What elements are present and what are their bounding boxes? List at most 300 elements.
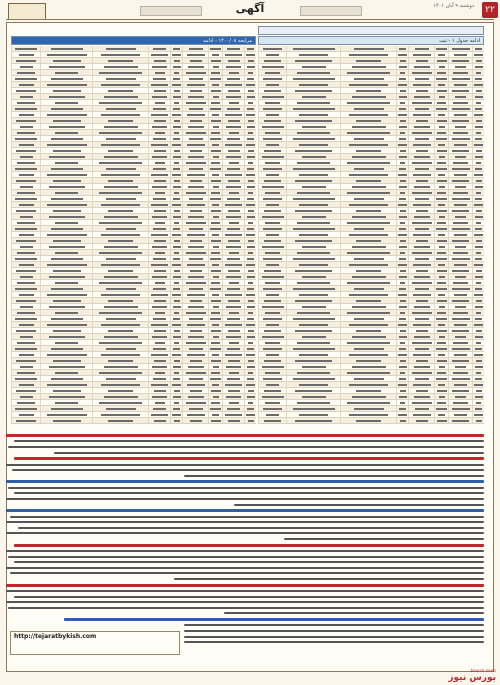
table-cell [148, 364, 170, 369]
table-cell [11, 58, 40, 63]
cell-text-mark [49, 126, 85, 128]
cell-text-mark [264, 330, 281, 332]
cell-text-mark [172, 324, 181, 326]
cell-text-mark [476, 120, 482, 122]
table-cell [434, 400, 448, 405]
cell-text-mark [297, 282, 330, 284]
cell-text-mark [229, 342, 239, 344]
cell-text-mark [436, 348, 447, 350]
table-cell [182, 88, 208, 93]
cell-text-mark [51, 198, 83, 200]
note-line [12, 469, 484, 471]
table-cell [396, 238, 408, 243]
cell-text-mark [295, 300, 332, 302]
table-cell [244, 208, 256, 213]
cell-text-mark [452, 378, 470, 380]
table-cell [222, 418, 244, 423]
table-cell [396, 256, 408, 261]
cell-text-mark [453, 342, 468, 344]
table-cell [92, 64, 148, 69]
cell-text-mark [104, 186, 138, 188]
cell-text-mark [227, 198, 240, 200]
cell-text-mark [400, 252, 405, 254]
cell-text-mark [101, 114, 140, 116]
cell-text-mark [211, 402, 220, 404]
table-cell [11, 286, 40, 291]
cell-text-mark [55, 162, 78, 164]
table-cell [170, 322, 182, 327]
table-cell [396, 46, 408, 51]
cell-text-mark [349, 204, 388, 206]
cell-text-mark [349, 174, 388, 176]
table-cell [222, 76, 244, 81]
cell-text-mark [173, 318, 180, 320]
table-cell [182, 232, 208, 237]
table-cell [40, 82, 92, 87]
cell-text-mark [399, 96, 407, 98]
cell-text-mark [20, 306, 33, 308]
table-cell [286, 142, 340, 147]
cell-text-mark [228, 300, 240, 302]
table-cell [40, 268, 92, 273]
table-cell [11, 280, 40, 285]
table-cell [182, 364, 208, 369]
table-cell [170, 202, 182, 207]
table-cell [244, 52, 256, 57]
table-cell [340, 232, 396, 237]
table-cell [208, 244, 222, 249]
table-cell [170, 208, 182, 213]
cell-text-mark [299, 384, 328, 386]
table-cell [408, 106, 434, 111]
table-cell [11, 268, 40, 273]
cell-text-mark [229, 102, 239, 104]
cell-text-mark [302, 276, 326, 278]
table-cell [258, 382, 286, 387]
cell-text-mark [415, 138, 429, 140]
cell-text-mark [354, 408, 384, 410]
cell-text-mark [226, 66, 241, 68]
cell-text-mark [299, 264, 328, 266]
cell-text-mark [297, 402, 330, 404]
table-cell [170, 376, 182, 381]
cell-text-mark [293, 348, 335, 350]
cell-text-mark [452, 420, 469, 422]
table-cell [208, 292, 222, 297]
table-cell [472, 58, 484, 63]
table-cell [170, 364, 182, 369]
cell-text-mark [453, 162, 468, 164]
table-cell [448, 406, 472, 411]
table-cell [148, 118, 170, 123]
cell-text-mark [354, 318, 384, 320]
table-cell [286, 280, 340, 285]
table-cell [208, 406, 222, 411]
table-cell [258, 238, 286, 243]
table-cell [40, 178, 92, 183]
table-cell [408, 346, 434, 351]
cell-text-mark [213, 336, 219, 338]
table-cell [182, 334, 208, 339]
table-cell [40, 232, 92, 237]
cell-text-mark [225, 54, 242, 56]
table-cell [92, 412, 148, 417]
table-cell [148, 394, 170, 399]
table-cell [258, 412, 286, 417]
cell-text-mark [265, 252, 280, 254]
table-cell [448, 142, 472, 147]
table-cell [208, 112, 222, 117]
cell-text-mark [226, 246, 241, 248]
cell-text-mark [248, 312, 253, 314]
table-cell [244, 370, 256, 375]
cell-text-mark [211, 282, 220, 284]
table-cell [340, 124, 396, 129]
cell-text-mark [20, 396, 33, 398]
cell-text-mark [228, 270, 240, 272]
cell-text-mark [51, 288, 83, 290]
table-cell [222, 364, 244, 369]
cell-text-mark [155, 342, 165, 344]
table-cell [170, 118, 182, 123]
cell-text-mark [20, 96, 33, 98]
cell-text-mark [474, 294, 483, 296]
cell-text-mark [186, 72, 206, 74]
cell-text-mark [188, 246, 204, 248]
cell-text-mark [173, 408, 180, 410]
cell-text-mark [475, 336, 483, 338]
cell-text-mark [302, 306, 326, 308]
cell-text-mark [99, 342, 142, 344]
cell-text-mark [474, 384, 483, 386]
cell-text-mark [15, 138, 37, 140]
table-cell [408, 190, 434, 195]
cell-text-mark [16, 90, 36, 92]
cell-text-mark [264, 390, 281, 392]
cell-text-mark [153, 78, 166, 80]
table-cell [40, 256, 92, 261]
cell-text-mark [399, 186, 407, 188]
table-cell [148, 46, 170, 51]
note-line [6, 601, 484, 603]
cell-text-mark [293, 228, 335, 230]
cell-text-mark [172, 144, 181, 146]
cell-text-mark [474, 174, 483, 176]
cell-text-mark [212, 324, 219, 326]
cell-text-mark [414, 396, 430, 398]
cell-text-mark [454, 84, 467, 86]
table-cell [286, 370, 340, 375]
cell-text-mark [188, 186, 204, 188]
cell-text-mark [53, 120, 81, 122]
cell-text-mark [455, 336, 466, 338]
table-cell [258, 124, 286, 129]
table-cell [182, 310, 208, 315]
cell-text-mark [20, 156, 33, 158]
table-cell [472, 88, 484, 93]
table-cell [396, 166, 408, 171]
note-line [6, 532, 484, 534]
table-cell [148, 214, 170, 219]
table-cell [11, 70, 40, 75]
note-line [184, 475, 484, 477]
cell-text-mark [154, 180, 166, 182]
cell-text-mark [104, 366, 138, 368]
table-cell [148, 58, 170, 63]
table-cell [472, 280, 484, 285]
table-cell [182, 154, 208, 159]
table-cell [434, 172, 448, 177]
table-cell [244, 382, 256, 387]
table-cell [340, 304, 396, 309]
table-cell [11, 304, 40, 309]
cell-text-mark [476, 240, 482, 242]
cell-text-mark [415, 198, 429, 200]
table-cell [208, 118, 222, 123]
cell-text-mark [452, 270, 469, 272]
cell-text-mark [454, 174, 467, 176]
table-cell [340, 136, 396, 141]
cell-text-mark [173, 258, 180, 260]
cell-text-mark [356, 180, 381, 182]
table-cell [11, 274, 40, 279]
table-cell [40, 382, 92, 387]
cell-text-mark [354, 168, 384, 170]
table-cell [472, 64, 484, 69]
cell-text-mark [155, 372, 165, 374]
cell-text-mark [414, 276, 430, 278]
table-cell [434, 214, 448, 219]
table-cell [148, 334, 170, 339]
cell-text-mark [51, 318, 83, 320]
cell-text-mark [452, 348, 470, 350]
table-cell [244, 214, 256, 219]
table-cell [182, 142, 208, 147]
cell-text-mark [297, 372, 330, 374]
cell-text-mark [189, 198, 203, 200]
table-cell [92, 406, 148, 411]
table-cell [434, 280, 448, 285]
notes-section [6, 434, 484, 647]
table-cell [182, 76, 208, 81]
cell-text-mark [475, 306, 483, 308]
cell-text-mark [247, 318, 254, 320]
cell-text-mark [174, 282, 179, 284]
cell-text-mark [262, 186, 284, 188]
table-cell [396, 202, 408, 207]
cell-text-mark [213, 126, 219, 128]
table-cell [222, 148, 244, 153]
table-cell [472, 400, 484, 405]
cell-text-mark [210, 318, 221, 320]
cell-text-mark [47, 324, 87, 326]
cell-text-mark [211, 240, 221, 242]
table-cell [148, 316, 170, 321]
cell-text-mark [53, 300, 81, 302]
cell-text-mark [174, 342, 179, 344]
cell-text-mark [53, 390, 81, 392]
table-cell [170, 58, 182, 63]
cell-text-mark [264, 210, 281, 212]
table-cell [148, 244, 170, 249]
note-line [8, 446, 484, 448]
cell-text-mark [356, 390, 381, 392]
cell-text-mark [228, 240, 240, 242]
cell-text-mark [413, 264, 431, 266]
table-cell [286, 256, 340, 261]
cell-text-mark [153, 198, 166, 200]
table-cell [448, 148, 472, 153]
cell-text-mark [356, 60, 381, 62]
table-cell [170, 172, 182, 177]
table-cell [448, 316, 472, 321]
cell-text-mark [108, 330, 133, 332]
table-cell [448, 334, 472, 339]
table-cell [148, 382, 170, 387]
cell-text-mark [225, 324, 242, 326]
table-cell [92, 298, 148, 303]
table-cell [92, 256, 148, 261]
table-cell [408, 358, 434, 363]
table-cell [340, 148, 396, 153]
cell-text-mark [20, 276, 33, 278]
cell-text-mark [174, 180, 180, 182]
table-cell [92, 394, 148, 399]
cell-text-mark [189, 318, 203, 320]
cell-text-mark [398, 54, 407, 56]
cell-text-mark [106, 378, 136, 380]
table-cell [40, 340, 92, 345]
table-cell [170, 352, 182, 357]
table-cell [92, 172, 148, 177]
table-cell [472, 184, 484, 189]
cell-text-mark [262, 306, 284, 308]
cell-text-mark [51, 258, 83, 260]
cell-text-mark [438, 54, 445, 56]
cell-text-mark [226, 276, 241, 278]
table-cell [11, 394, 40, 399]
table-cell [286, 406, 340, 411]
cell-text-mark [174, 390, 180, 392]
note-line [14, 457, 484, 460]
table-cell [408, 208, 434, 213]
table-cell [244, 268, 256, 273]
table-cell [286, 58, 340, 63]
cell-text-mark [297, 312, 330, 314]
table-cell [258, 202, 286, 207]
note-line [10, 572, 484, 574]
cell-text-mark [455, 126, 466, 128]
table-cell [40, 106, 92, 111]
table-cell [11, 214, 40, 219]
cell-text-mark [293, 288, 335, 290]
table-cell [40, 70, 92, 75]
cell-text-mark [212, 174, 219, 176]
table-cell [208, 154, 222, 159]
cell-text-mark [247, 108, 254, 110]
table-cell [258, 196, 286, 201]
cell-text-mark [187, 384, 205, 386]
table-cell [408, 172, 434, 177]
cell-text-mark [414, 336, 430, 338]
table-cell [448, 172, 472, 177]
table-cell [170, 88, 182, 93]
cell-text-mark [248, 360, 254, 362]
cell-text-mark [155, 192, 165, 194]
cell-text-mark [188, 96, 204, 98]
cell-text-mark [247, 168, 254, 170]
table-cell [286, 166, 340, 171]
cell-text-mark [416, 300, 428, 302]
website-link[interactable]: http://tejaratbykish.com [14, 633, 97, 640]
cell-text-mark [438, 174, 445, 176]
table-cell [92, 418, 148, 423]
cell-text-mark [225, 204, 242, 206]
cell-text-mark [413, 384, 431, 386]
cell-text-mark [246, 264, 255, 266]
table-cell [11, 352, 40, 357]
table-cell [408, 220, 434, 225]
table-cell [148, 328, 170, 333]
cell-text-mark [262, 96, 284, 98]
cell-text-mark [263, 198, 282, 200]
cell-text-mark [213, 66, 219, 68]
cell-text-mark [454, 54, 467, 56]
table-cell [448, 100, 472, 105]
table-cell [472, 382, 484, 387]
cell-text-mark [438, 234, 445, 236]
table-cell [11, 418, 40, 423]
note-line [10, 516, 484, 518]
cell-text-mark [399, 168, 406, 170]
note-line [224, 612, 484, 614]
cell-text-mark [437, 402, 446, 404]
table-cell [396, 76, 408, 81]
table-cell [448, 178, 472, 183]
table-cell [472, 100, 484, 105]
table-cell [40, 88, 92, 93]
cell-text-mark [265, 312, 280, 314]
table-cell [170, 268, 182, 273]
cell-text-mark [297, 162, 330, 164]
cell-text-mark [104, 276, 138, 278]
table-cell [448, 232, 472, 237]
cell-text-mark [173, 198, 180, 200]
table-cell [408, 394, 434, 399]
table-cell [40, 298, 92, 303]
cell-text-mark [415, 48, 429, 50]
table-cell [472, 376, 484, 381]
table-cell [148, 400, 170, 405]
cell-text-mark [247, 198, 254, 200]
table-cell [244, 358, 256, 363]
cell-text-mark [108, 60, 133, 62]
cell-text-mark [299, 234, 328, 236]
cell-text-mark [247, 366, 255, 368]
table-cell [11, 196, 40, 201]
table-cell [40, 418, 92, 423]
table-cell [408, 310, 434, 315]
cell-text-mark [173, 108, 180, 110]
table-cell [396, 376, 408, 381]
cell-text-mark [16, 240, 36, 242]
table-cell [472, 322, 484, 327]
table-cell [258, 364, 286, 369]
cell-text-mark [186, 402, 206, 404]
cell-text-mark [302, 186, 326, 188]
table-cell [208, 46, 222, 51]
cell-text-mark [155, 102, 165, 104]
